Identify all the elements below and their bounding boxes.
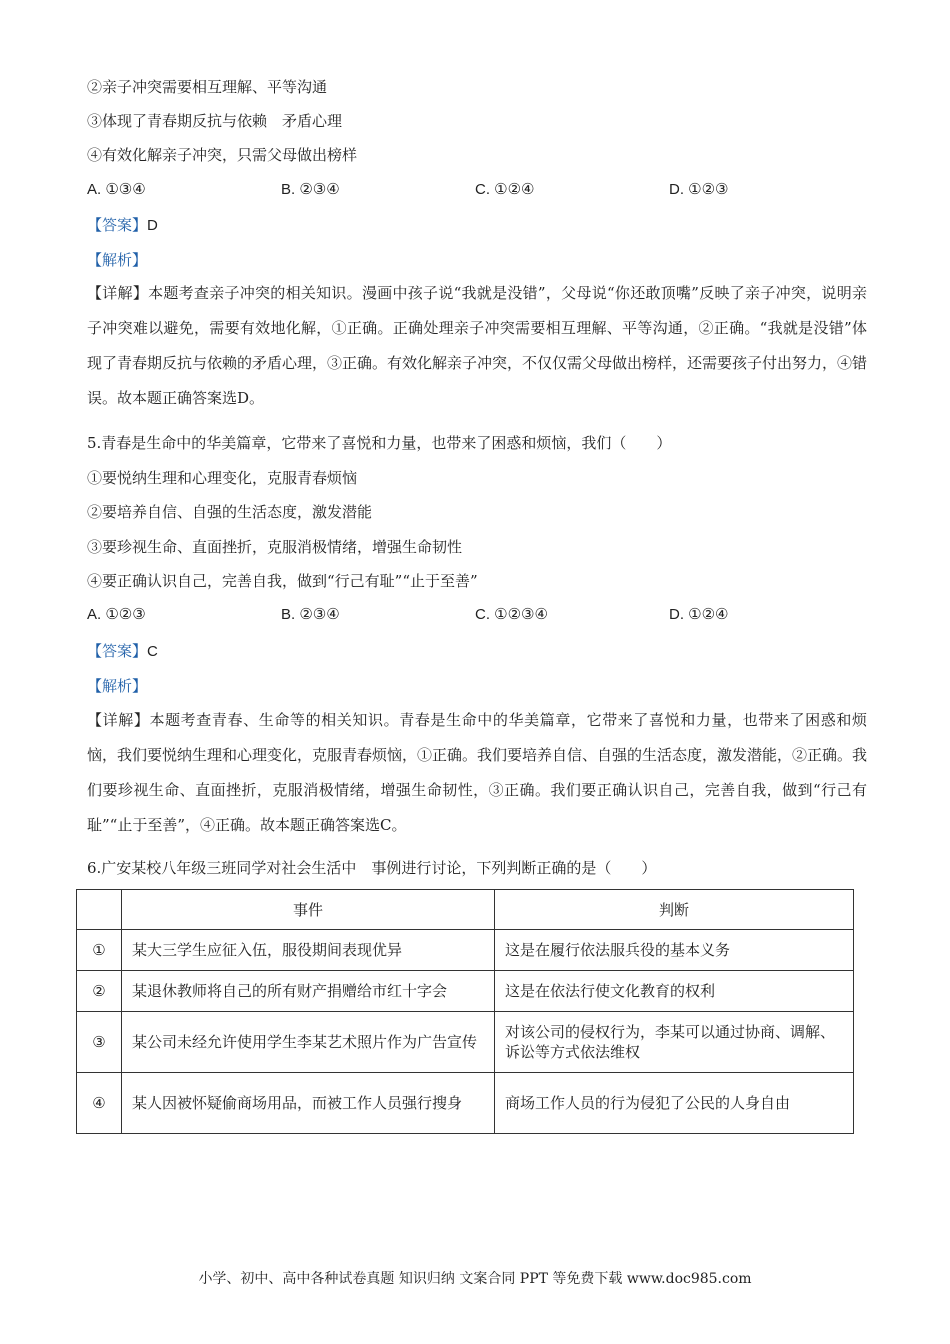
detail-tag: 【详解】 [87, 284, 149, 302]
q5-detail [87, 703, 867, 843]
header-cell-index [77, 890, 122, 930]
table-row [77, 971, 854, 1012]
table-row [77, 1073, 854, 1134]
q5-choice-a: A. ①②③ [87, 606, 146, 623]
q5-answer [87, 641, 158, 662]
row-judgment: 这是在依法行使文化教育的权利 [495, 971, 854, 1012]
q5-choice-b: B. ②③④ [281, 606, 340, 623]
answer-tag: 【答案】 [87, 216, 148, 234]
detail-text: 本题考查亲子冲突的相关知识。漫画中孩子说“我就是没错”，父母说“你还敢顶嘴”反映了亲子冲突，说明亲子冲突难以避免，需要有效地化解，①正确。正确处理亲子冲突需要相互理解、平等沟通，②正确。“我就是没错”体现了青春期反抗与依赖的矛盾心理，③正确。有效化解亲子冲突，不仅仅需父母做出榜样，还需要孩子付出努力，④错误。故本题正确答案选D。 [87, 284, 868, 407]
answer-value: D [147, 217, 158, 234]
answer-value: C [147, 643, 158, 660]
header-cell-event: 事件 [122, 890, 495, 930]
row-event: 某公司未经允许使用学生李某艺术照片作为广告宣传 [122, 1012, 495, 1073]
q6-stem: 6.广安某校八年级三班同学对社会生活中 事例进行讨论，下列判断正确的是（ ） [87, 859, 657, 877]
table-row [77, 930, 854, 971]
q4-choice-d: D. ①②③ [669, 181, 729, 198]
q6-table [76, 889, 854, 1134]
q4-choice-c: C. ①②④ [475, 181, 535, 198]
row-index: ④ [77, 1073, 122, 1134]
row-index: ② [77, 971, 122, 1012]
row-event: 某人因被怀疑偷商场用品，而被工作人员强行搜身 [122, 1073, 495, 1134]
row-index: ③ [77, 1012, 122, 1073]
detail-text: 本题考查青春、生命等的相关知识。青春是生命中的华美篇章，它带来了喜悦和力量，也带来了困惑和烦恼，我们要悦纳生理和心理变化，克服青春烦恼，①正确。我们要培养自信、自强的生活态度，激发潜能，②正确。我们要珍视生命、直面挫折，克服消极情绪，增强生命韧性，③正确。我们要正确认识自己，完善自我，做到“行己有耻”“止于至善”，④正确。故本题正确答案选C。 [87, 711, 868, 834]
q5-option-4: ④要正确认识自己，完善自我，做到“行己有耻”“止于至善” [87, 572, 478, 590]
q4-option-2: ②亲子冲突需要相互理解、平等沟通 [87, 78, 328, 96]
q5-analysis-tag: 【解析】 [87, 677, 148, 695]
q4-analysis-tag: 【解析】 [87, 251, 148, 269]
detail-tag: 【详解】 [87, 711, 150, 729]
q4-answer [87, 215, 158, 236]
page-footer: 小学、初中、高中各种试卷真题 知识归纳 文案合同 PPT 等免费下载 www.doc985.com [198, 1271, 752, 1287]
row-judgment: 对该公司的侵权行为，李某可以通过协商、调解、诉讼等方式依法维权 [495, 1012, 854, 1073]
table-row [77, 1012, 854, 1073]
row-judgment: 这是在履行依法服兵役的基本义务 [495, 930, 854, 971]
q4-option-3: ③体现了青春期反抗与依赖 矛盾心理 [87, 112, 343, 130]
header-cell-judgment: 判断 [495, 890, 854, 930]
q4-detail [87, 276, 867, 416]
table-header-row [77, 890, 854, 930]
q5-option-3: ③要珍视生命、直面挫折，克服消极情绪，增强生命韧性 [87, 538, 463, 556]
row-index: ① [77, 930, 122, 971]
q4-choice-b: B. ②③④ [281, 181, 340, 198]
q5-option-2: ②要培养自信、自强的生活态度，激发潜能 [87, 503, 373, 521]
q5-choice-c: C. ①②③④ [475, 606, 548, 623]
q5-choice-d: D. ①②④ [669, 606, 729, 623]
row-judgment: 商场工作人员的行为侵犯了公民的人身自由 [495, 1073, 854, 1134]
q4-choice-a: A. ①③④ [87, 181, 146, 198]
answer-tag: 【答案】 [87, 642, 148, 660]
row-event: 某退休教师将自己的所有财产捐赠给市红十字会 [122, 971, 495, 1012]
row-event: 某大三学生应征入伍，服役期间表现优异 [122, 930, 495, 971]
q4-option-4: ④有效化解亲子冲突，只需父母做出榜样 [87, 146, 358, 164]
q5-stem: 5.青春是生命中的华美篇章，它带来了喜悦和力量，也带来了困惑和烦恼，我们（ ） [87, 434, 672, 452]
q5-option-1: ①要悦纳生理和心理变化，克服青春烦恼 [87, 469, 358, 487]
